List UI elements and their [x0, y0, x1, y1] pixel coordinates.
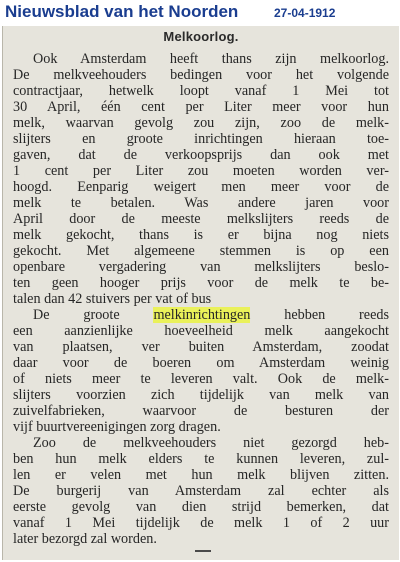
article-line: 30 April, één cent per Liter meer voor hun: [13, 99, 389, 115]
article-line: slijters en groote inrichtingen hieraan toe-: [13, 131, 389, 147]
article-line: of niets meer te leveren valt. Ook de melk-: [13, 371, 389, 387]
article-line: Ook Amsterdam heeft thans zijn melkoorlog.: [33, 51, 389, 67]
article-line: De burgerij van Amsterdam zal echter als: [13, 483, 389, 499]
end-of-article-dash: [195, 550, 211, 552]
article-line: openbare vergadering van melkslijters beslo-: [13, 259, 389, 275]
article-line: eerste gevolg van dien strijd bemerken, dat: [13, 499, 389, 515]
search-highlight: melkinrichtingen: [153, 307, 251, 323]
article-title: Melkoorlog.: [163, 29, 239, 44]
article-line: melk gekocht, thans is er bijna nog niets: [13, 227, 389, 243]
line-text: De groote: [33, 307, 154, 323]
article-line: 1 cent per Liter zou moeten worden ver-: [13, 163, 389, 179]
article-line: vijf buurtvereenigingen zorg dragen.: [13, 419, 221, 435]
article-line: gaven, dat de verkoopsprijs dan ook met: [13, 147, 389, 163]
article-line: ben hun melk elders te kunnen leveren, zul-: [13, 451, 389, 467]
article-line: later bezorgd zal worden.: [13, 531, 157, 547]
article-line: contractjaar, hetwelk loopt vanaf 1 Mei tot: [13, 83, 389, 99]
newspaper-clipping: [2, 26, 399, 560]
article-line: melk te betalen. Was andere jaren voor: [13, 195, 389, 211]
article-line: hoogd. Eenparig weigert men meer voor de: [13, 179, 389, 195]
article-line: De melkveehouders bedingen voor het volgende: [13, 67, 389, 83]
article-line: zuivelfabrieken, waarvoor de besturen der: [13, 403, 389, 419]
article-line: van plaatsen, ver buiten Amsterdam, zoodat: [13, 339, 389, 355]
line-text: hebben reeds: [250, 307, 389, 323]
article-line: daar voor de boeren om Amsterdam weinig: [13, 355, 389, 371]
newspaper-title: Nieuwsblad van het Noorden: [5, 2, 239, 21]
article-line: slijters voorzien zich tijdelijk van melk van: [13, 387, 389, 403]
article-line: gekocht. Met algemeene stemmen is op een: [13, 243, 389, 259]
article-line: talen dan 42 stuivers per vat of bus: [13, 291, 212, 307]
article-line: vanaf 1 Mei tijdelijk de melk 1 of 2 uur: [13, 515, 389, 531]
header-bar: [0, 0, 400, 26]
article-line: ten geen hooger prijs voor de melk te be-: [13, 275, 389, 291]
article-line: melk, waarvan gevolg zou zijn, zoo de melk-: [13, 115, 389, 131]
publication-date: 27-04-1912: [274, 6, 336, 20]
article-line-highlighted: [33, 307, 389, 323]
article-line: een aanzienlijke hoeveelheid melk aangekocht: [13, 323, 389, 339]
article-line: len er velen met hun melk blijven zitten.: [13, 467, 389, 483]
article-line: Zoo de melkveehouders niet gezorgd heb-: [33, 435, 389, 451]
article-line: April door de meeste melkslijters reeds de: [13, 211, 389, 227]
